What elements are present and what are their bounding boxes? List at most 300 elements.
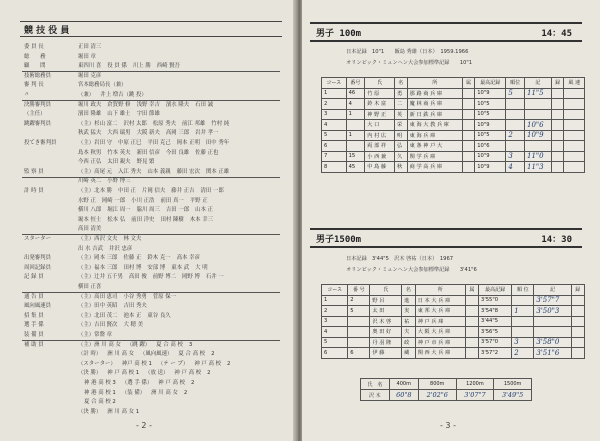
place-cell: 2 bbox=[512, 348, 534, 359]
result-mark-cell: 11"3 bbox=[525, 162, 552, 173]
split-header: 800m bbox=[418, 379, 456, 390]
place-cell: 1 bbox=[512, 306, 534, 317]
official-role: 計 時 員 bbox=[24, 188, 44, 194]
official-name: 洲 川 高 女 bbox=[151, 389, 178, 396]
athlete-given-name-cell: 久 bbox=[394, 151, 407, 162]
bib-number-cell bbox=[346, 141, 365, 152]
record-1500m-olympic: オリンピック・ミュンヘン大会参加標準記録 3'41"6 bbox=[346, 267, 477, 273]
affiliation-pref-cell bbox=[462, 162, 474, 173]
place-cell bbox=[506, 99, 525, 110]
affiliation-cell: 那 路 商 兵 庫 bbox=[407, 88, 462, 99]
wind-speed-cell bbox=[564, 99, 585, 110]
place-cell: 2 bbox=[506, 130, 525, 141]
result-mark-cell: 10"6 bbox=[525, 120, 552, 131]
official-name: 前野 博二 bbox=[152, 274, 177, 281]
bib-number-cell: 15 bbox=[346, 151, 365, 162]
column-header: 最高記録 bbox=[479, 285, 512, 296]
official-name: 中田 正 bbox=[118, 188, 136, 194]
official-role: 風向風速員 bbox=[24, 303, 51, 310]
official-name: 新田 信彦 bbox=[136, 149, 160, 156]
official-name: （選 手 係） bbox=[121, 380, 153, 386]
page-number-right: - 3 - bbox=[440, 421, 456, 430]
official-row bbox=[24, 303, 153, 309]
official-name: （風向風速） bbox=[140, 351, 173, 358]
official-name: 横田 正喜 bbox=[78, 284, 102, 290]
best-record-cell: 3'55"0 bbox=[479, 295, 512, 306]
affiliation-pref-cell bbox=[462, 141, 474, 152]
lap-split-table bbox=[360, 378, 532, 401]
result-extra-cell bbox=[551, 162, 563, 173]
official-name: 浅野 幸吉 bbox=[136, 101, 160, 108]
official-row bbox=[24, 73, 107, 79]
official-name: 大阪 新夫 bbox=[136, 130, 160, 137]
course-cell: 1 bbox=[322, 295, 348, 306]
official-name: 大 明 bbox=[195, 264, 208, 271]
course-cell: 7 bbox=[322, 151, 347, 162]
official-name: 水野 正 bbox=[78, 197, 96, 204]
wind-speed-cell bbox=[564, 162, 585, 173]
record-100m-olympic: オリンピック・ミュンヘン大会参加標準記録 10"1 bbox=[346, 60, 473, 66]
place-cell: 3 bbox=[512, 337, 534, 348]
official-role: 跳躍審判員 bbox=[24, 120, 51, 127]
official-name: 林 文夫 bbox=[123, 236, 142, 242]
result-extra-cell bbox=[551, 151, 563, 162]
event-time-100m: 14：45 bbox=[541, 29, 572, 39]
result-mark-cell bbox=[534, 327, 571, 338]
result-extra-cell bbox=[571, 337, 584, 348]
affiliation-cell: 東 邦 大 兵 庫 bbox=[415, 306, 465, 317]
result-mark-cell bbox=[525, 141, 552, 152]
column-header: コース bbox=[322, 285, 348, 296]
table-row bbox=[322, 88, 585, 99]
official-row bbox=[24, 54, 102, 60]
official-name: 松原 秀夫 bbox=[152, 120, 177, 127]
official-row bbox=[24, 409, 145, 415]
official-name: 高田 俊 bbox=[128, 274, 147, 281]
official-name: 高岡 三郎 bbox=[165, 130, 190, 137]
result-extra-cell bbox=[551, 109, 563, 120]
official-name: 鈴木 克一 bbox=[147, 255, 171, 262]
official-row bbox=[24, 82, 133, 88]
split-value: 60"8 bbox=[389, 390, 418, 401]
bib-number-cell bbox=[348, 327, 370, 338]
official-name: 石井 一 bbox=[205, 274, 224, 281]
official-row bbox=[24, 370, 217, 376]
official-name: 3 bbox=[188, 341, 193, 348]
wind-speed-cell bbox=[564, 151, 585, 162]
affiliation-pref-cell bbox=[462, 88, 474, 99]
official-name: 2 bbox=[183, 389, 188, 396]
course-cell: 4 bbox=[322, 327, 348, 338]
result-extra-cell bbox=[551, 120, 563, 131]
wind-speed-cell bbox=[564, 109, 585, 120]
official-name: 小谷 秀勇 bbox=[123, 293, 147, 300]
best-record-cell: 10"5 bbox=[475, 109, 506, 120]
official-name: 石田 誠 bbox=[195, 101, 214, 108]
official-name: 関本 正雄 bbox=[205, 168, 230, 175]
official-name: （主）田中 英昭 bbox=[78, 303, 118, 310]
official-name: 岡野 博 bbox=[182, 274, 200, 281]
athlete-surname-cell: 中 島 藤 bbox=[365, 162, 395, 173]
column-header: 番 号 bbox=[348, 285, 370, 296]
official-name: 大西 瑞男 bbox=[107, 130, 131, 137]
official-row bbox=[24, 265, 214, 271]
course-cell: 3 bbox=[322, 109, 347, 120]
official-name: （装 備） bbox=[121, 389, 146, 396]
official-name: 高本 幸彦 bbox=[176, 255, 200, 262]
official-name: （主）福本 三郎 bbox=[78, 264, 118, 271]
official-name: 東四川 喜 bbox=[78, 63, 102, 70]
course-cell: 3 bbox=[322, 316, 348, 327]
official-name: 岩井 孝一 bbox=[195, 130, 219, 137]
athlete-given-name-cell: 実 bbox=[402, 306, 416, 317]
split-header: 氏 名 bbox=[361, 379, 390, 390]
official-row bbox=[24, 44, 107, 50]
table-row bbox=[322, 151, 585, 162]
official-name: 川崎 英二 bbox=[78, 178, 102, 185]
official-name: 堀江 周一 bbox=[107, 207, 131, 214]
affiliation-cell: 神 戸 市 兵 庫 bbox=[415, 337, 465, 348]
table-row bbox=[322, 141, 585, 152]
result-mark-cell: 3'50"3 bbox=[534, 306, 571, 317]
bib-number-cell: 1 bbox=[346, 109, 365, 120]
split-value: 沢 木 bbox=[361, 390, 390, 401]
official-row bbox=[24, 159, 160, 165]
official-name: 島本 秋男 bbox=[78, 149, 102, 156]
official-name: 前田 真一 bbox=[160, 197, 184, 204]
table-row bbox=[322, 306, 585, 317]
split-value-row bbox=[361, 390, 532, 401]
affiliation-cell: 関 学 兵 庫 bbox=[407, 151, 462, 162]
official-name: 夏 合 高 校 2 bbox=[84, 399, 116, 406]
official-name: 佐藤 正 bbox=[123, 255, 142, 262]
official-name: 中原 正巳 bbox=[118, 140, 142, 146]
bib-number-cell: 4 bbox=[346, 99, 365, 110]
official-row bbox=[24, 217, 219, 223]
official-name: 出 水 吉武 bbox=[78, 245, 103, 252]
official-name: 井上 増吉（跳 投） bbox=[100, 92, 147, 98]
official-role: 委 員 長 bbox=[24, 44, 44, 50]
affiliation-cell: 商 学 高 兵 庫 bbox=[407, 162, 462, 173]
official-name: （主）岡本 三郎 bbox=[78, 255, 118, 262]
official-row bbox=[24, 121, 235, 127]
page-number-left: - 2 - bbox=[136, 421, 152, 430]
best-record-cell: 10"5 bbox=[475, 99, 506, 110]
official-name: 太田 親夫 bbox=[107, 159, 131, 166]
official-name: 安部 博 bbox=[147, 264, 166, 271]
best-record-cell: 3'57"0 bbox=[479, 337, 512, 348]
official-name: （主）北本 勝 bbox=[78, 188, 113, 194]
official-row bbox=[24, 111, 166, 117]
course-cell: 2 bbox=[322, 99, 347, 110]
athlete-given-name-cell: 栄 bbox=[394, 120, 407, 131]
official-row bbox=[24, 169, 235, 175]
official-name: 堀川 政夫 bbox=[78, 101, 102, 108]
official-name: 濱水 隆夫 bbox=[165, 101, 190, 108]
official-role: 通 告 員 bbox=[24, 293, 44, 300]
record-100m-japan: 日本記録 10"1 飯島 秀雄（日本） 1959.1966 bbox=[346, 49, 469, 55]
official-name: 神 港 高 校 1 bbox=[84, 389, 116, 396]
affiliation-pref-cell bbox=[465, 348, 478, 359]
official-role: 選 手 係 bbox=[24, 322, 44, 329]
table-row bbox=[322, 109, 585, 120]
official-name: （主）高尾 元 bbox=[78, 168, 113, 175]
official-name: 宮本総務局長（兼） bbox=[78, 82, 127, 89]
course-cell: 5 bbox=[322, 337, 348, 348]
table-row bbox=[322, 348, 585, 359]
best-record-cell: 3'44"5 bbox=[479, 316, 512, 327]
official-name: 前江 邦雄 bbox=[182, 120, 206, 127]
bib-number-cell: 5 bbox=[348, 306, 370, 317]
wind-speed-cell bbox=[564, 141, 585, 152]
official-name: 西崎 賢吾 bbox=[156, 63, 181, 70]
affiliation-cell: 魔 林 商 兵 庫 bbox=[407, 99, 462, 110]
official-name: 宇田 節雄 bbox=[136, 111, 160, 118]
official-name: 入江 秀夫 bbox=[118, 168, 142, 175]
result-mark-cell: 11"5 bbox=[525, 88, 552, 99]
table-row bbox=[322, 295, 585, 306]
record-1500m-japan: 日本記録 3'44"5 沢木 啓祐（日本） 1967 bbox=[346, 256, 454, 262]
bib-number-cell: 45 bbox=[346, 162, 365, 173]
column-header: 所 bbox=[415, 285, 465, 296]
table-row bbox=[322, 316, 585, 327]
result-mark-cell bbox=[525, 99, 552, 110]
official-name: 野見 繁 bbox=[136, 159, 155, 166]
official-name: 堀田 章 bbox=[78, 53, 96, 60]
result-extra-cell bbox=[571, 306, 584, 317]
official-role: 出発審判員 bbox=[24, 255, 51, 262]
place-cell bbox=[512, 327, 534, 338]
official-row bbox=[24, 390, 193, 396]
event-title-100m: 男子 100m bbox=[316, 29, 362, 39]
official-row bbox=[24, 140, 235, 146]
place-cell bbox=[506, 141, 525, 152]
best-record-cell: 10"9 bbox=[475, 162, 506, 173]
result-extra-cell bbox=[551, 88, 563, 99]
official-name: （主）吉田 賢次 bbox=[78, 322, 118, 329]
official-row bbox=[24, 246, 138, 252]
official-role: 周回記録員 bbox=[24, 264, 51, 271]
best-record-cell: 3'54"8 bbox=[479, 306, 512, 317]
place-cell bbox=[512, 316, 534, 327]
official-name: （主）高田 恵司 bbox=[78, 293, 118, 300]
event-time-1500m: 14：30 bbox=[541, 235, 572, 245]
official-row bbox=[24, 351, 221, 357]
official-row bbox=[24, 284, 107, 290]
result-extra-cell bbox=[551, 141, 563, 152]
official-row bbox=[24, 226, 107, 232]
split-header: 1200m bbox=[456, 379, 494, 390]
official-role: 監 察 員 bbox=[24, 168, 44, 175]
official-name: 前田 洋史 bbox=[131, 216, 155, 223]
table-row bbox=[322, 327, 585, 338]
official-name: 田村 陳樹 bbox=[160, 216, 184, 223]
official-name: 神 戸 高 校 bbox=[158, 380, 185, 386]
best-record-cell: 10"9 bbox=[475, 151, 506, 162]
official-name: 神 港 高 校 3 bbox=[84, 380, 116, 386]
athlete-given-name-cell: 秋 bbox=[394, 162, 407, 173]
official-name: （スターター） bbox=[78, 360, 116, 367]
official-row bbox=[24, 188, 230, 194]
athlete-surname-cell: 沢 木 啓 bbox=[370, 316, 402, 327]
place-cell bbox=[506, 120, 525, 131]
table-row bbox=[322, 99, 585, 110]
split-value: 3'49"5 bbox=[494, 390, 532, 401]
official-name: 洲 川 高 女 bbox=[107, 351, 134, 358]
official-name: 今西 正弘 bbox=[78, 159, 102, 166]
course-cell: 1 bbox=[322, 88, 347, 99]
event-header-1500m bbox=[310, 228, 582, 248]
athlete-surname-cell: 太 田 bbox=[370, 306, 402, 317]
column-header: 名 bbox=[402, 285, 416, 296]
course-cell: 2 bbox=[322, 306, 348, 317]
official-name: 平田 克己 bbox=[147, 140, 171, 146]
official-row bbox=[24, 342, 198, 348]
bib-number-cell: 46 bbox=[346, 88, 365, 99]
official-name: 2 bbox=[211, 351, 215, 358]
result-extra-cell bbox=[571, 348, 584, 359]
table-row bbox=[322, 337, 585, 348]
result-extra-cell bbox=[551, 130, 563, 141]
official-name: （跳 躍） bbox=[126, 341, 151, 348]
official-role: 招 集 員 bbox=[24, 312, 44, 319]
official-role: 記 録 員 bbox=[24, 274, 44, 281]
result-mark-cell bbox=[534, 316, 571, 327]
place-cell bbox=[512, 295, 534, 306]
official-name: 神 戸 高 校 1 bbox=[107, 370, 140, 377]
place-cell bbox=[506, 109, 525, 120]
best-record-cell: 10"9 bbox=[475, 88, 506, 99]
official-name: 山本 正 bbox=[195, 207, 214, 214]
official-name: 山本 義親 bbox=[147, 168, 171, 175]
official-row bbox=[24, 399, 122, 405]
table-row bbox=[322, 130, 585, 141]
official-name: 山下 雄士 bbox=[107, 111, 131, 118]
result-mark-cell: 10"9 bbox=[525, 130, 552, 141]
athlete-given-name-cell: 政 bbox=[402, 337, 416, 348]
affiliation-pref-cell bbox=[465, 316, 478, 327]
affiliation-cell: 東 海 大 教 兵 庫 bbox=[407, 120, 462, 131]
official-name: 片岡 信夫 bbox=[141, 188, 166, 194]
official-row bbox=[24, 150, 224, 156]
column-header: 氏 bbox=[370, 285, 402, 296]
affiliation-cell: 大 阪 大 兵 庫 bbox=[415, 327, 465, 338]
athlete-given-name-cell: 勇 bbox=[394, 88, 407, 99]
official-name: （兼） bbox=[78, 92, 95, 98]
column-header: 順 位 bbox=[512, 285, 534, 296]
result-extra-cell bbox=[571, 327, 584, 338]
official-name: 大 穂 美 bbox=[123, 322, 144, 329]
affiliation-pref-cell bbox=[465, 295, 478, 306]
best-record-cell: 10"5 bbox=[475, 130, 506, 141]
affiliation-pref-cell bbox=[465, 306, 478, 317]
column-header: 記 bbox=[534, 285, 571, 296]
athlete-surname-cell: 丹 羽 隆 bbox=[370, 337, 402, 348]
official-name: 小野 博三 bbox=[107, 178, 131, 185]
official-row bbox=[24, 178, 137, 184]
official-name: 田中 秀年 bbox=[205, 140, 230, 146]
table-header-row bbox=[322, 78, 585, 89]
official-name: （主）杉山 富二 bbox=[78, 120, 118, 127]
event-header-100m bbox=[310, 22, 582, 42]
bib-number-cell: 6 bbox=[348, 348, 370, 359]
table-header-row bbox=[322, 285, 585, 296]
affiliation-pref-cell bbox=[462, 109, 474, 120]
column-header: 風 速 bbox=[564, 78, 585, 89]
official-name: 井沢 忠彦 bbox=[109, 245, 133, 252]
official-row bbox=[24, 332, 118, 338]
official-row bbox=[24, 313, 177, 319]
best-record-cell: 10"9 bbox=[475, 120, 506, 131]
official-row bbox=[24, 236, 147, 242]
official-name: 2 bbox=[190, 380, 195, 386]
results-table-1500m bbox=[321, 284, 585, 359]
official-role: 補 助 員 bbox=[24, 341, 44, 348]
official-name: 木本 幸三 bbox=[189, 216, 214, 223]
official-name: 藤田 宏次 bbox=[176, 168, 200, 175]
official-name: （主）西沢 文夫 bbox=[78, 236, 118, 242]
official-name: 秋武 猛夫 bbox=[78, 130, 102, 137]
official-row bbox=[24, 274, 230, 280]
official-name: 濱田 隆雄 bbox=[78, 111, 102, 118]
official-name: 吉田 秀夫 bbox=[123, 303, 147, 310]
affiliation-pref-cell bbox=[465, 327, 478, 338]
split-header: 400m bbox=[389, 379, 418, 390]
left-page bbox=[0, 0, 295, 441]
official-name: （主）常盤 章 bbox=[78, 332, 113, 338]
bib-number-cell: 2 bbox=[348, 295, 370, 306]
official-name: （主）岩田 守 bbox=[78, 140, 113, 146]
split-value: 3'07"7 bbox=[456, 390, 494, 401]
official-name: 平野 正 bbox=[189, 197, 208, 204]
official-name: （主）北田 茂二 bbox=[78, 312, 118, 319]
official-name: 竹村 純 bbox=[211, 120, 230, 127]
best-record-cell: 10"6 bbox=[475, 141, 506, 152]
athlete-surname-cell: 竹 原 bbox=[365, 88, 395, 99]
athlete-surname-cell: 野 呂 bbox=[370, 295, 402, 306]
bib-number-cell: 1 bbox=[346, 130, 365, 141]
official-row bbox=[24, 380, 200, 386]
athlete-surname-cell: 両 部 祥 bbox=[365, 141, 395, 152]
official-name: 岡本 正明 bbox=[176, 140, 200, 146]
official-name: （決 勝） bbox=[78, 370, 102, 377]
athlete-surname-cell: 奥 田 好 bbox=[370, 327, 402, 338]
official-name: 役 員 係 bbox=[107, 63, 127, 70]
official-name: 清田 一郎 bbox=[200, 188, 224, 194]
athlete-surname-cell: 内 村 広 bbox=[365, 130, 395, 141]
official-row bbox=[24, 255, 206, 261]
official-name: 川上 勝 bbox=[132, 63, 151, 70]
split-header: 1500m bbox=[494, 379, 532, 390]
official-row bbox=[24, 361, 236, 367]
official-name: 神 戸 高 校 bbox=[174, 370, 202, 377]
bib-number-cell bbox=[348, 337, 370, 348]
result-extra-cell bbox=[571, 316, 584, 327]
official-name: 横川 八郎 bbox=[78, 207, 102, 214]
course-cell: 4 bbox=[322, 120, 347, 131]
official-name: （テ ー プ） bbox=[157, 360, 189, 367]
best-record-cell: 3'56"5 bbox=[479, 327, 512, 338]
official-name: 神 戸 高 校 bbox=[194, 360, 222, 367]
column-header: 録 bbox=[571, 285, 584, 296]
official-name: 菅原 保一 bbox=[152, 293, 177, 300]
affiliation-cell: 東 海 兵 庫 bbox=[407, 130, 462, 141]
result-mark-cell: 3'51"6 bbox=[534, 348, 571, 359]
official-name: 佐藤 正也 bbox=[195, 149, 219, 156]
athlete-given-name-cell: 二 bbox=[394, 99, 407, 110]
official-name: 脇川 周三 bbox=[136, 207, 160, 214]
result-mark-cell bbox=[525, 109, 552, 120]
